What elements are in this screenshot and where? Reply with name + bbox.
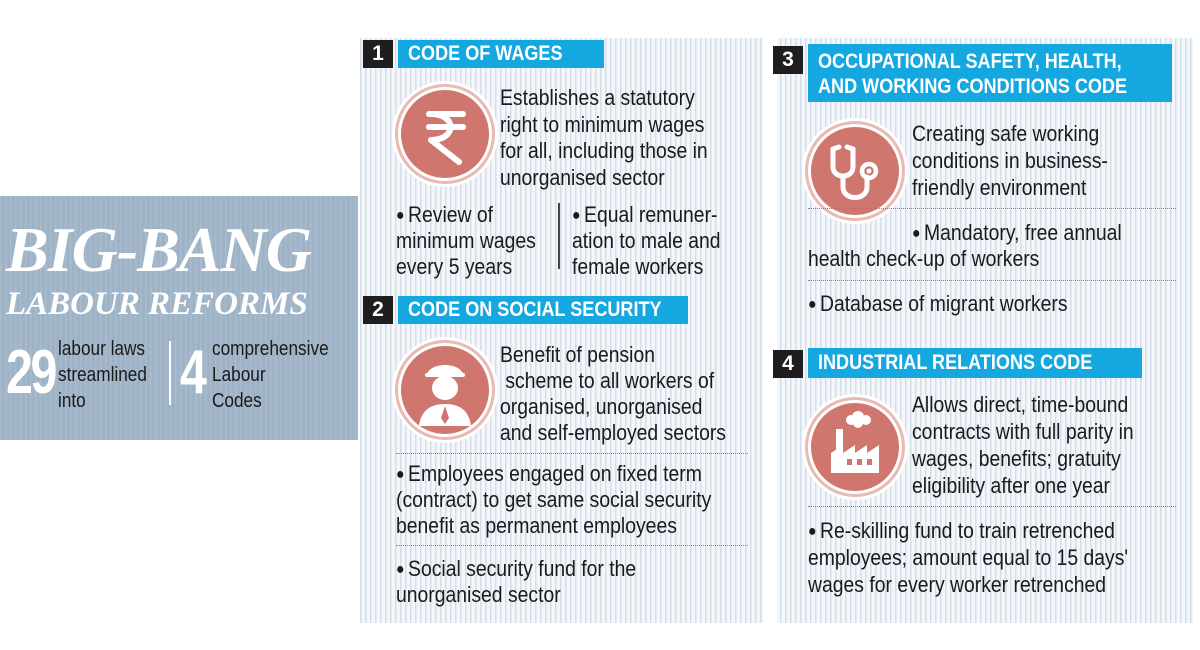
section-1-point-1-line-3: every 5 years	[396, 254, 513, 279]
section-4-point-1-line-1: ● Re-skilling fund to train retrenched	[808, 518, 1115, 543]
stat-laws-line-1: labour laws	[58, 338, 146, 360]
section-2-point-1-line-2: (contract) to get same social security	[396, 487, 712, 512]
stethoscope-icon	[808, 124, 902, 218]
stat-codes-line-1: comprehensive	[212, 338, 329, 360]
subtitle: LABOUR REFORMS	[6, 286, 308, 322]
section-2-summary-line-3: organised, unorganised	[500, 394, 703, 419]
section-4-title: INDUSTRIAL RELATIONS CODE	[808, 348, 1142, 378]
section-4-summary-line-2: contracts with full parity in	[912, 419, 1134, 444]
section-1-point-1-line-2: minimum wages	[396, 228, 536, 253]
section-3-title: OCCUPATIONAL SAFETY, HEALTH, AND WORKING CONDITIONS CODE	[808, 44, 1172, 102]
section-3-summary-line-2: conditions in business-	[912, 148, 1108, 173]
section-4-summary-line-4: eligibility after one year	[912, 473, 1111, 498]
section-3-summary-line-3: friendly environment	[912, 175, 1087, 200]
section-1-point-2-line-3: female workers	[572, 254, 704, 279]
section-4-number: 4	[773, 350, 803, 378]
stat-codes-line-2: Labour	[212, 364, 266, 386]
section-2-title: CODE ON SOCIAL SECURITY	[398, 296, 688, 324]
divider	[808, 208, 1176, 209]
section-2-point-1-line-1: ● Employees engaged on fixed term	[396, 461, 702, 486]
section-1-point-2-line-2: ation to male and	[572, 228, 721, 253]
section-2-summary-line-4: and self-employed sectors	[500, 420, 726, 445]
section-3-point-2-line-1: ● Database of migrant workers	[808, 291, 1068, 316]
section-1-point-1-line-1: ● Review of	[396, 202, 494, 227]
section-2-point-2-line-1: ● Social security fund for the	[396, 556, 637, 581]
section-4-summary-line-1: Allows direct, time-bound	[912, 392, 1129, 417]
stat-codes-number: 4	[180, 338, 205, 407]
section-1-title: CODE OF WAGES	[398, 40, 604, 68]
factory-icon	[808, 400, 902, 494]
section-4-point-1-line-2: employees; amount equal to 15 days'	[808, 545, 1129, 570]
stat-laws-line-3: into	[58, 390, 86, 412]
section-3-summary-line-1: Creating safe working	[912, 121, 1100, 146]
rupee-icon	[398, 87, 492, 181]
section-1-summary-line-2: right to minimum wages	[500, 112, 705, 137]
stat-laws-line-2: streamlined	[58, 364, 147, 386]
section-1-summary-line-1: Establishes a statutory	[500, 85, 695, 110]
section-4-point-1-line-3: wages for every worker retrenched	[808, 572, 1107, 597]
stat-divider	[169, 341, 171, 405]
section-2-summary-line-1: Benefit of pension	[500, 342, 656, 367]
column-gutter	[763, 38, 777, 623]
title-panel	[0, 196, 358, 440]
section-1-point-2-line-1: ● Equal remuner-	[572, 202, 718, 227]
section-3-point-1-line-1: ● Mandatory, free annual	[912, 220, 1122, 245]
section-1-summary-line-4: unorganised sector	[500, 165, 665, 190]
section-2-number: 2	[363, 296, 393, 324]
divider	[396, 545, 748, 546]
section-2-summary-line-2: scheme to all workers of	[500, 368, 715, 393]
stat-codes-line-3: Codes	[212, 390, 262, 412]
section-1-summary-line-3: for all, including those in	[500, 138, 708, 163]
point-divider	[558, 203, 560, 269]
section-2-point-2-line-2: unorganised sector	[396, 582, 561, 607]
divider	[396, 453, 748, 454]
section-3-point-1-line-2: health check-up of workers	[808, 246, 1040, 271]
section-1-number: 1	[363, 40, 393, 68]
section-2-point-1-line-3: benefit as permanent employees	[396, 513, 677, 538]
divider	[808, 506, 1176, 507]
worker-icon	[398, 343, 492, 437]
section-4-summary-line-3: wages, benefits; gratuity	[912, 446, 1121, 471]
main-title: BIG-BANG	[6, 214, 311, 285]
divider	[808, 280, 1176, 281]
stat-laws-number: 29	[6, 338, 56, 407]
section-3-number: 3	[773, 46, 803, 74]
